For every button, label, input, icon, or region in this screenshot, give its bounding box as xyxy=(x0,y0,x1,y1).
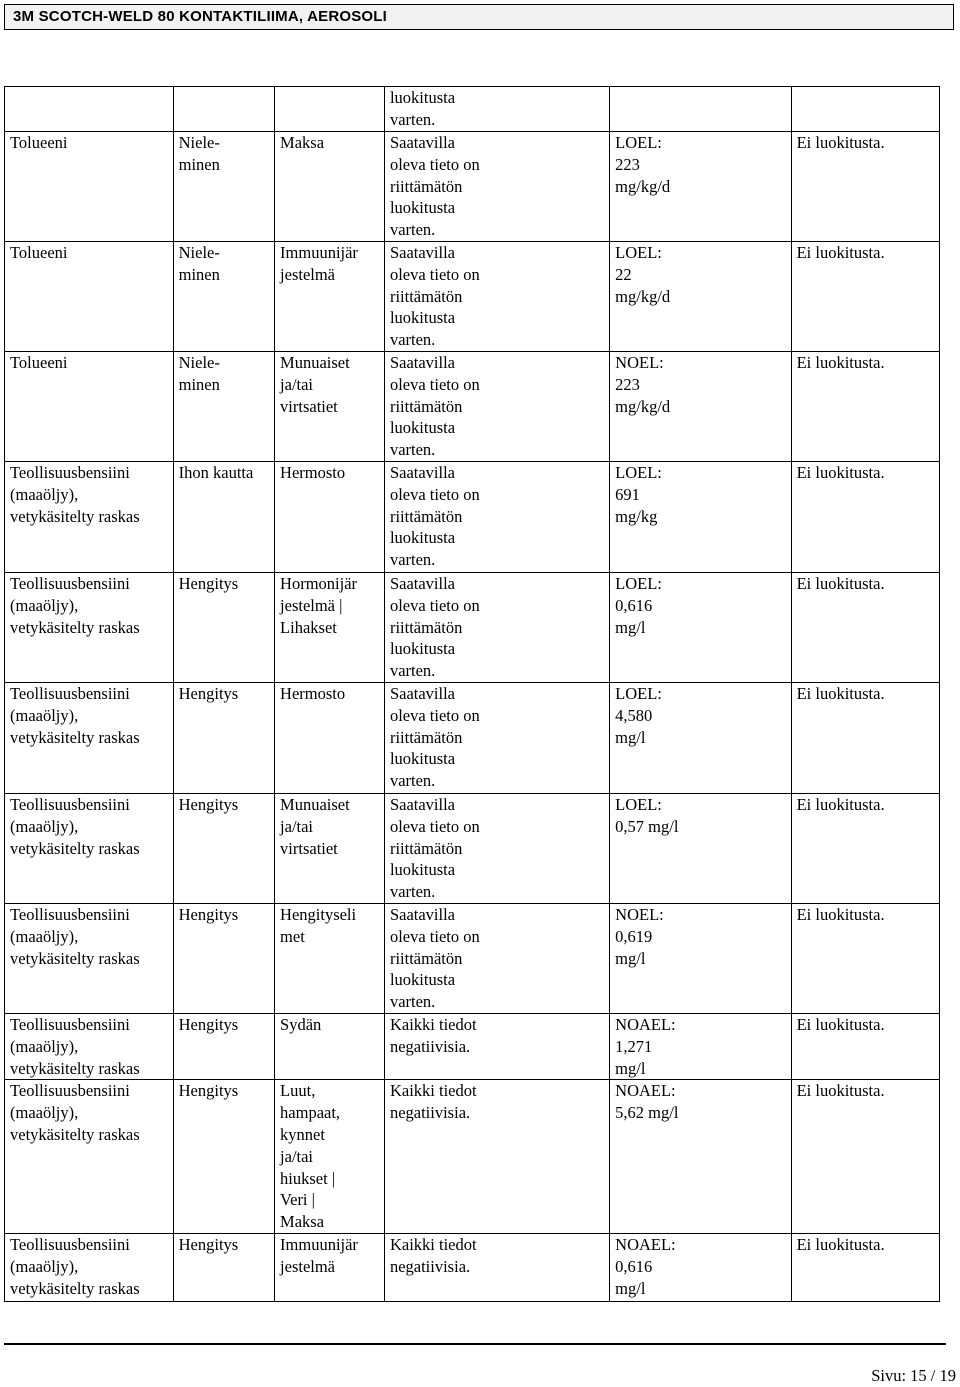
cell-remark: Ei luokitusta. xyxy=(791,132,939,242)
table-row xyxy=(5,242,940,352)
cell-remark: Ei luokitusta. xyxy=(791,1014,939,1080)
cell-organ: Hermosto xyxy=(275,462,385,573)
cell-test: NOAEL: 1,271 mg/l xyxy=(610,1014,791,1080)
cell-value: luokitusta varten. xyxy=(384,87,609,132)
cell-remark: Ei luokitusta. xyxy=(791,573,939,683)
cell-substance: Tolueeni xyxy=(5,242,174,352)
cell-organ: Immuunijär jestelmä xyxy=(275,1234,385,1302)
table-row xyxy=(5,1014,940,1080)
cell-remark xyxy=(791,87,939,132)
cell-test: NOEL: 0,619 mg/l xyxy=(610,904,791,1014)
cell-value: Kaikki tiedot negatiivisia. xyxy=(384,1080,609,1234)
cell-test: LOEL: 691 mg/kg xyxy=(610,462,791,573)
cell-value: Kaikki tiedot negatiivisia. xyxy=(384,1234,609,1302)
table-row xyxy=(5,683,940,794)
table-row xyxy=(5,352,940,462)
document-title: 3M SCOTCH-WELD 80 KONTAKTILIIMA, AEROSOLI xyxy=(13,8,388,25)
cell-substance: Tolueeni xyxy=(5,132,174,242)
cell-value: Saatavilla oleva tieto on riittämätön luokitusta varten. xyxy=(384,132,609,242)
cell-route: Niele- minen xyxy=(173,352,274,462)
cell-route: Niele- minen xyxy=(173,242,274,352)
document-header xyxy=(4,4,954,30)
cell-organ: Maksa xyxy=(275,132,385,242)
table-row xyxy=(5,1080,940,1234)
cell-value: Saatavilla oleva tieto on riittämätön luokitusta varten. xyxy=(384,794,609,904)
cell-route: Niele- minen xyxy=(173,132,274,242)
cell-substance: Teollisuusbensiini (maaöljy), vetykäsitelty raskas xyxy=(5,1014,174,1080)
cell-value: Kaikki tiedot negatiivisia. xyxy=(384,1014,609,1080)
cell-substance: Teollisuusbensiini (maaöljy), vetykäsitelty raskas xyxy=(5,1234,174,1302)
table-row xyxy=(5,87,940,132)
cell-test: NOAEL: 5,62 mg/l xyxy=(610,1080,791,1234)
page-number: Sivu: 15 / 19 xyxy=(871,1366,956,1385)
cell-route: Hengitys xyxy=(173,1014,274,1080)
cell-test: NOAEL: 0,616 mg/l xyxy=(610,1234,791,1302)
cell-remark: Ei luokitusta. xyxy=(791,1234,939,1302)
cell-test: LOEL: 4,580 mg/l xyxy=(610,683,791,794)
cell-remark: Ei luokitusta. xyxy=(791,904,939,1014)
cell-test: LOEL: 223 mg/kg/d xyxy=(610,132,791,242)
cell-test: NOEL: 223 mg/kg/d xyxy=(610,352,791,462)
cell-organ xyxy=(275,87,385,132)
cell-value: Saatavilla oleva tieto on riittämätön luokitusta varten. xyxy=(384,352,609,462)
footer-divider xyxy=(4,1343,946,1345)
cell-substance: Teollisuusbensiini (maaöljy), vetykäsitelty raskas xyxy=(5,683,174,794)
cell-route: Hengitys xyxy=(173,1234,274,1302)
cell-substance: Teollisuusbensiini (maaöljy), vetykäsitelty raskas xyxy=(5,573,174,683)
cell-organ: Hengityseli met xyxy=(275,904,385,1014)
cell-value: Saatavilla oleva tieto on riittämätön luokitusta varten. xyxy=(384,462,609,573)
toxicity-table xyxy=(4,86,940,1302)
cell-substance: Teollisuusbensiini (maaöljy), vetykäsitelty raskas xyxy=(5,1080,174,1234)
toxicity-table-body xyxy=(5,87,940,1302)
cell-route: Hengitys xyxy=(173,573,274,683)
cell-test xyxy=(610,87,791,132)
cell-organ: Munuaiset ja/tai virtsatiet xyxy=(275,794,385,904)
cell-remark: Ei luokitusta. xyxy=(791,352,939,462)
table-row xyxy=(5,1234,940,1302)
cell-route: Hengitys xyxy=(173,904,274,1014)
cell-remark: Ei luokitusta. xyxy=(791,794,939,904)
cell-remark: Ei luokitusta. xyxy=(791,242,939,352)
cell-test: LOEL: 0,57 mg/l xyxy=(610,794,791,904)
cell-organ: Hormonijär jestelmä | Lihakset xyxy=(275,573,385,683)
cell-value: Saatavilla oleva tieto on riittämätön luokitusta varten. xyxy=(384,573,609,683)
table-row xyxy=(5,462,940,573)
table-row xyxy=(5,904,940,1014)
cell-route: Hengitys xyxy=(173,794,274,904)
cell-route xyxy=(173,87,274,132)
table-row xyxy=(5,573,940,683)
cell-substance: Tolueeni xyxy=(5,352,174,462)
cell-organ: Luut, hampaat, kynnet ja/tai hiukset | Veri | Maksa xyxy=(275,1080,385,1234)
cell-substance xyxy=(5,87,174,132)
cell-remark: Ei luokitusta. xyxy=(791,1080,939,1234)
cell-value: Saatavilla oleva tieto on riittämätön luokitusta varten. xyxy=(384,242,609,352)
cell-organ: Immuunijär jestelmä xyxy=(275,242,385,352)
cell-organ: Munuaiset ja/tai virtsatiet xyxy=(275,352,385,462)
table-row xyxy=(5,132,940,242)
table-row xyxy=(5,794,940,904)
cell-value: Saatavilla oleva tieto on riittämätön luokitusta varten. xyxy=(384,683,609,794)
cell-route: Hengitys xyxy=(173,1080,274,1234)
cell-value: Saatavilla oleva tieto on riittämätön luokitusta varten. xyxy=(384,904,609,1014)
cell-route: Ihon kautta xyxy=(173,462,274,573)
cell-test: LOEL: 0,616 mg/l xyxy=(610,573,791,683)
cell-substance: Teollisuusbensiini (maaöljy), vetykäsitelty raskas xyxy=(5,462,174,573)
cell-test: LOEL: 22 mg/kg/d xyxy=(610,242,791,352)
cell-substance: Teollisuusbensiini (maaöljy), vetykäsitelty raskas xyxy=(5,794,174,904)
cell-route: Hengitys xyxy=(173,683,274,794)
cell-remark: Ei luokitusta. xyxy=(791,683,939,794)
cell-organ: Sydän xyxy=(275,1014,385,1080)
cell-remark: Ei luokitusta. xyxy=(791,462,939,573)
cell-substance: Teollisuusbensiini (maaöljy), vetykäsitelty raskas xyxy=(5,904,174,1014)
cell-organ: Hermosto xyxy=(275,683,385,794)
